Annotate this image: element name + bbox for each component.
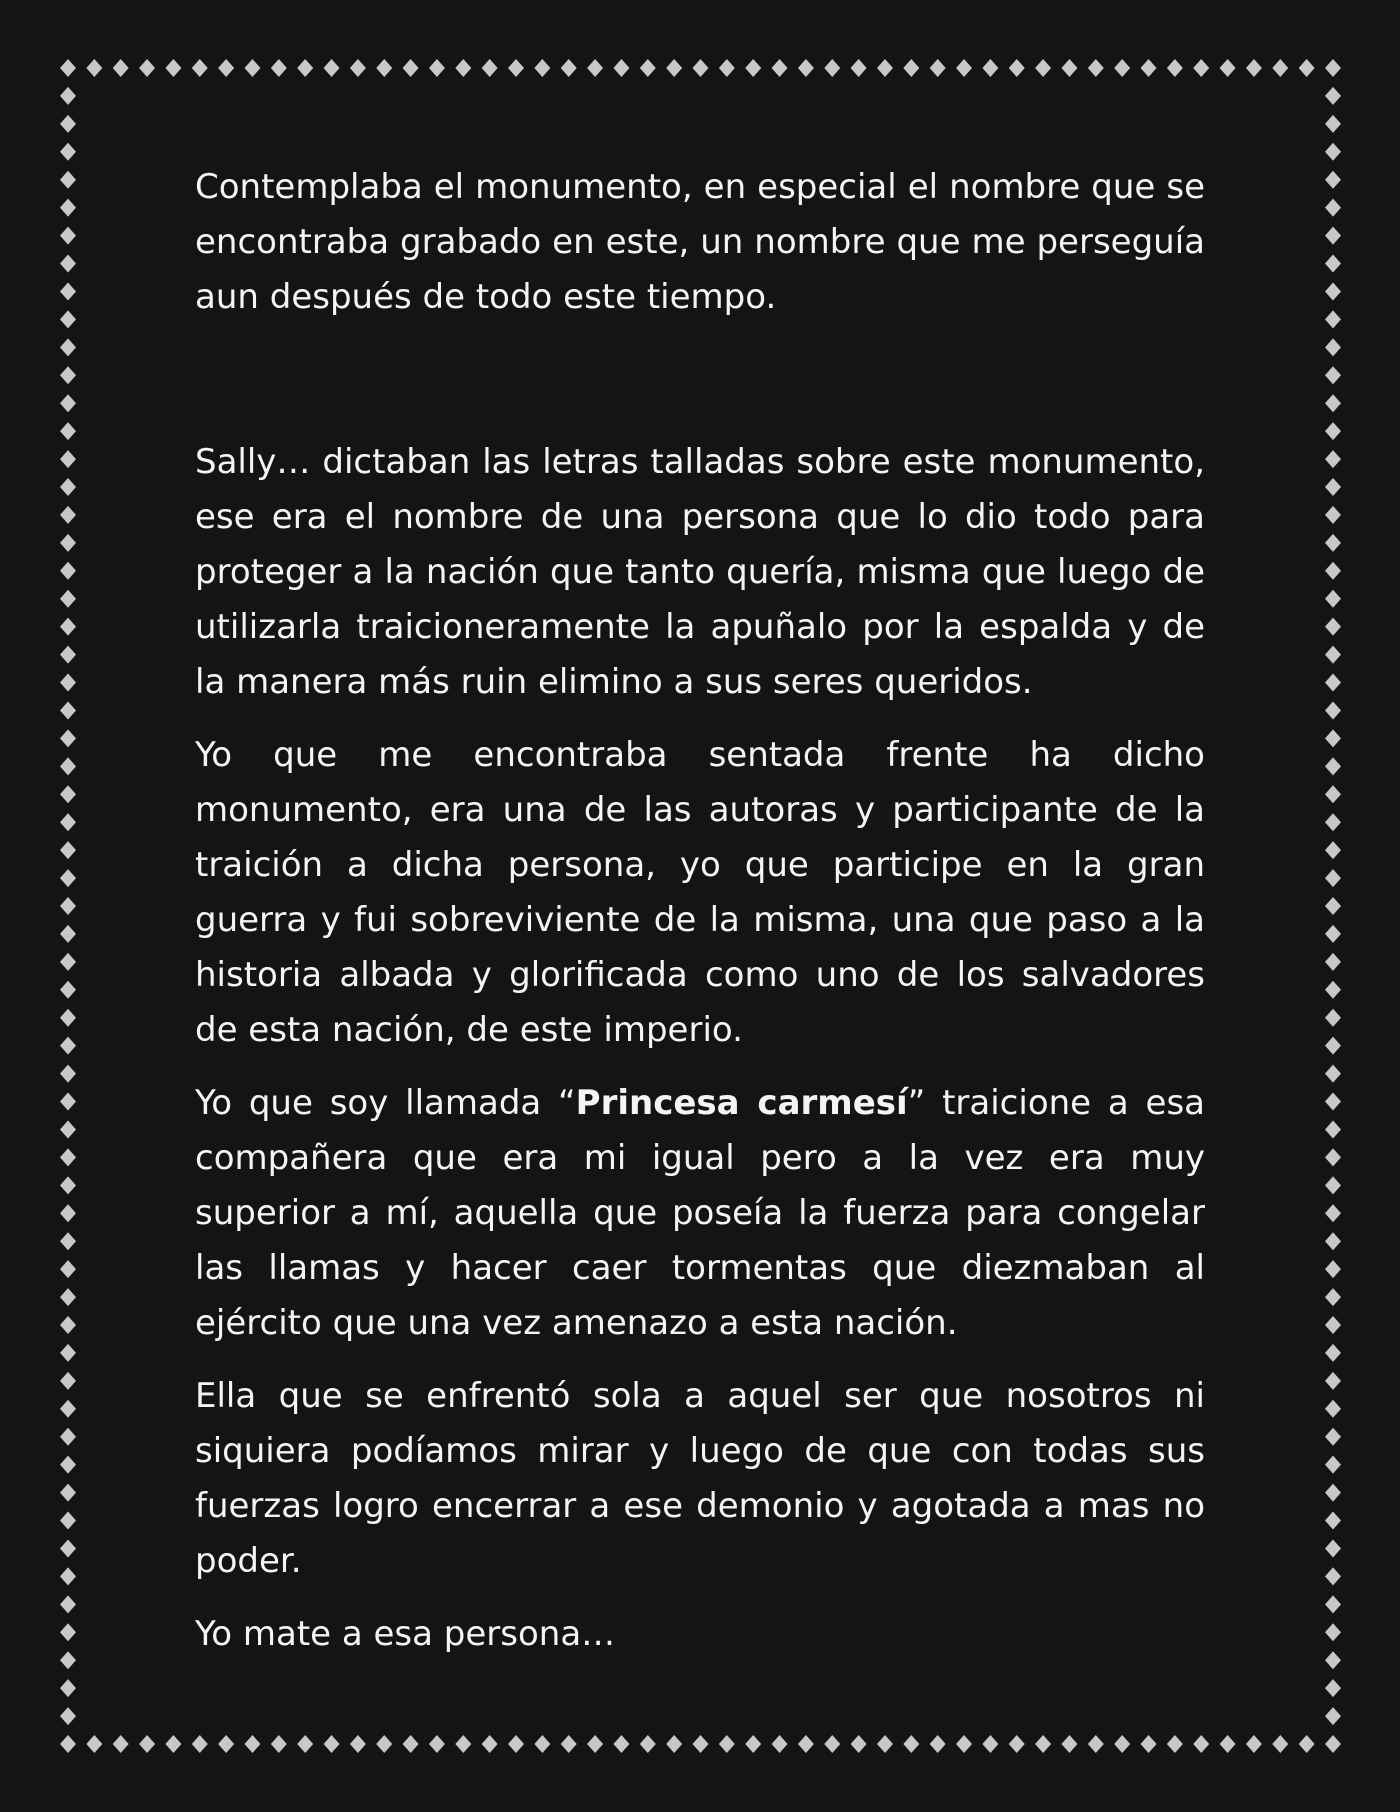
diamond-border-icon	[86, 59, 102, 77]
diamond-border-icon	[429, 59, 445, 77]
story-text	[195, 160, 1205, 1680]
diamond-border-icon	[60, 1400, 76, 1418]
diamond-border-icon	[719, 59, 735, 77]
diamond-border-icon	[218, 59, 234, 77]
diamond-border-icon	[1325, 1260, 1341, 1278]
diamond-border-icon	[1325, 199, 1341, 217]
diamond-border-icon	[376, 1735, 392, 1753]
diamond-border-icon	[1167, 59, 1183, 77]
diamond-border-icon	[60, 1484, 76, 1502]
diamond-border-icon	[1325, 1120, 1341, 1138]
diamond-border-icon	[60, 394, 76, 412]
diamond-border-icon	[60, 1120, 76, 1138]
diamond-border-icon	[60, 310, 76, 328]
diamond-border-icon	[86, 1735, 102, 1753]
paragraph-6: Yo mate a esa persona…	[195, 1614, 616, 1654]
diamond-border-icon	[1325, 338, 1341, 356]
diamond-border-icon	[60, 674, 76, 692]
diamond-border-icon	[1141, 59, 1157, 77]
diamond-border-icon	[60, 1093, 76, 1111]
diamond-border-icon	[60, 701, 76, 719]
diamond-border-icon	[60, 1260, 76, 1278]
diamond-border-icon	[613, 59, 629, 77]
diamond-border-icon	[1193, 59, 1209, 77]
diamond-border-icon	[60, 1567, 76, 1585]
diamond-border-icon	[640, 1735, 656, 1753]
diamond-border-icon	[60, 1735, 76, 1753]
paragraph-4-end: ” traicione a esa compañera que era mi igual pero a la vez era muy superior a mí, aquella que poseía la fuerza para congelar las llamas y hacer caer tormentas que diezmaban al ejército que una vez amenazo a esta nación.	[195, 1083, 1205, 1343]
diamond-border-icon	[930, 1735, 946, 1753]
diamond-border-icon	[1325, 1148, 1341, 1166]
diamond-border-icon	[60, 478, 76, 496]
diamond-border-icon	[1061, 59, 1077, 77]
diamond-border-icon	[1272, 59, 1288, 77]
diamond-border-icon	[165, 59, 181, 77]
diamond-border-icon	[60, 115, 76, 133]
diamond-border-icon	[1325, 1176, 1341, 1194]
crimson-princess-title: Princesa carmesí	[575, 1083, 908, 1123]
diamond-border-icon	[1272, 1735, 1288, 1753]
diamond-border-icon	[1167, 1735, 1183, 1753]
diamond-border-icon	[60, 646, 76, 664]
diamond-border-icon	[1035, 59, 1051, 77]
paragraph-5: Ella que se enfrentó sola a aquel ser que nosotros ni siquiera podíamos mirar y luego de que con todas sus fuerzas logro encerrar a ese demonio y agotada a mas no poder.	[195, 1376, 1205, 1581]
diamond-border-icon	[60, 1232, 76, 1250]
diamond-border-icon	[798, 1735, 814, 1753]
diamond-border-icon	[60, 729, 76, 747]
diamond-border-icon	[745, 1735, 761, 1753]
diamond-border-icon	[60, 227, 76, 245]
diamond-border-icon	[60, 1148, 76, 1166]
diamond-border-icon	[1325, 227, 1341, 245]
diamond-border-icon	[824, 1735, 840, 1753]
diamond-border-icon	[1325, 478, 1341, 496]
diamond-border-icon	[1325, 1009, 1341, 1027]
diamond-border-icon	[60, 1428, 76, 1446]
diamond-border-icon	[60, 171, 76, 189]
diamond-border-icon	[271, 1735, 287, 1753]
diamond-border-icon	[350, 59, 366, 77]
diamond-border-icon	[60, 1595, 76, 1613]
diamond-border-icon	[60, 1176, 76, 1194]
diamond-border-icon	[60, 1009, 76, 1027]
diamond-border-icon	[1325, 1595, 1341, 1613]
diamond-border-icon	[1325, 785, 1341, 803]
diamond-border-icon	[561, 59, 577, 77]
diamond-border-icon	[1325, 925, 1341, 943]
diamond-border-icon	[60, 925, 76, 943]
diamond-border-icon	[60, 1204, 76, 1222]
diamond-border-icon	[1114, 1735, 1130, 1753]
diamond-border-icon	[139, 59, 155, 77]
diamond-border-icon	[60, 1344, 76, 1362]
diamond-border-icon	[1325, 534, 1341, 552]
diamond-border-icon	[60, 1539, 76, 1557]
diamond-border-icon	[1325, 729, 1341, 747]
diamond-border-icon	[60, 618, 76, 636]
diamond-border-icon	[1325, 1400, 1341, 1418]
diamond-border-icon	[455, 59, 471, 77]
diamond-border-icon	[60, 1456, 76, 1474]
diamond-border-icon	[60, 1623, 76, 1641]
diamond-border-icon	[1325, 1065, 1341, 1083]
diamond-border-icon	[403, 1735, 419, 1753]
diamond-border-icon	[1325, 366, 1341, 384]
diamond-border-icon	[930, 59, 946, 77]
diamond-border-icon	[60, 534, 76, 552]
diamond-border-icon	[244, 1735, 260, 1753]
diamond-border-icon	[1325, 1037, 1341, 1055]
diamond-border-icon	[903, 1735, 919, 1753]
diamond-border-icon	[60, 1651, 76, 1669]
diamond-border-icon	[956, 1735, 972, 1753]
diamond-border-icon	[693, 59, 709, 77]
diamond-border-icon	[60, 59, 76, 77]
diamond-border-icon	[1325, 618, 1341, 636]
diamond-border-icon	[113, 59, 129, 77]
diamond-border-icon	[1325, 1707, 1341, 1725]
diamond-border-icon	[1009, 1735, 1025, 1753]
diamond-border-icon	[324, 59, 340, 77]
diamond-border-icon	[1325, 1372, 1341, 1390]
diamond-border-icon	[429, 1735, 445, 1753]
diamond-border-icon	[587, 1735, 603, 1753]
diamond-border-icon	[1325, 1456, 1341, 1474]
diamond-border-icon	[772, 59, 788, 77]
diamond-border-icon	[1325, 171, 1341, 189]
diamond-border-icon	[60, 1288, 76, 1306]
diamond-border-icon	[1325, 310, 1341, 328]
diamond-border-icon	[403, 59, 419, 77]
diamond-border-icon	[60, 1065, 76, 1083]
diamond-border-icon	[1141, 1735, 1157, 1753]
diamond-border-icon	[60, 143, 76, 161]
diamond-border-icon	[1325, 981, 1341, 999]
diamond-border-icon	[1325, 674, 1341, 692]
diamond-border-icon	[60, 282, 76, 300]
diamond-border-icon	[1325, 1623, 1341, 1641]
diamond-border-icon	[851, 59, 867, 77]
diamond-border-icon	[1061, 1735, 1077, 1753]
diamond-border-icon	[218, 1735, 234, 1753]
diamond-border-icon	[1325, 646, 1341, 664]
diamond-border-icon	[60, 338, 76, 356]
diamond-border-icon	[666, 59, 682, 77]
diamond-border-icon	[1220, 59, 1236, 77]
diamond-border-icon	[482, 59, 498, 77]
diamond-border-icon	[1299, 59, 1315, 77]
diamond-border-icon	[1325, 282, 1341, 300]
diamond-border-icon	[60, 199, 76, 217]
diamond-border-icon	[851, 1735, 867, 1753]
diamond-border-icon	[271, 59, 287, 77]
diamond-border-icon	[1325, 1428, 1341, 1446]
diamond-border-icon	[1325, 115, 1341, 133]
diamond-border-icon	[508, 59, 524, 77]
diamond-border-icon	[165, 1735, 181, 1753]
diamond-border-icon	[60, 450, 76, 468]
diamond-border-icon	[1325, 422, 1341, 440]
diamond-border-icon	[1325, 1651, 1341, 1669]
diamond-border-icon	[877, 59, 893, 77]
diamond-border-icon	[1325, 869, 1341, 887]
diamond-border-icon	[192, 1735, 208, 1753]
diamond-border-icon	[613, 1735, 629, 1753]
diamond-border-icon	[1009, 59, 1025, 77]
diamond-border-icon	[1325, 1567, 1341, 1585]
diamond-border-icon	[60, 841, 76, 859]
diamond-border-icon	[1325, 1316, 1341, 1334]
diamond-border-icon	[982, 1735, 998, 1753]
diamond-border-icon	[60, 255, 76, 273]
diamond-border-icon	[60, 1679, 76, 1697]
diamond-border-icon	[60, 422, 76, 440]
diamond-border-icon	[1114, 59, 1130, 77]
diamond-border-icon	[1325, 1539, 1341, 1557]
diamond-border-icon	[113, 1735, 129, 1753]
diamond-border-icon	[666, 1735, 682, 1753]
diamond-border-icon	[60, 1037, 76, 1055]
paragraph-4	[195, 1076, 1205, 1351]
diamond-border-icon	[1325, 841, 1341, 859]
diamond-border-icon	[824, 59, 840, 77]
diamond-border-icon	[534, 59, 550, 77]
diamond-border-icon	[1325, 450, 1341, 468]
diamond-border-icon	[877, 1735, 893, 1753]
diamond-border-icon	[1246, 59, 1262, 77]
diamond-border-icon	[693, 1735, 709, 1753]
diamond-border-icon	[956, 59, 972, 77]
diamond-border-icon	[587, 59, 603, 77]
diamond-border-icon	[455, 1735, 471, 1753]
diamond-border-icon	[139, 1735, 155, 1753]
diamond-border-icon	[60, 590, 76, 608]
diamond-border-icon	[1035, 1735, 1051, 1753]
diamond-border-icon	[1325, 562, 1341, 580]
diamond-border-icon	[1325, 1484, 1341, 1502]
diamond-border-icon	[903, 59, 919, 77]
diamond-border-icon	[350, 1735, 366, 1753]
diamond-border-icon	[772, 1735, 788, 1753]
diamond-border-icon	[60, 897, 76, 915]
diamond-border-icon	[60, 813, 76, 831]
diamond-border-icon	[1325, 255, 1341, 273]
diamond-border-icon	[1325, 1288, 1341, 1306]
diamond-border-icon	[640, 59, 656, 77]
diamond-border-icon	[60, 1707, 76, 1725]
diamond-border-icon	[60, 506, 76, 524]
diamond-border-icon	[798, 59, 814, 77]
diamond-border-icon	[508, 1735, 524, 1753]
diamond-border-icon	[1325, 590, 1341, 608]
diamond-border-icon	[192, 59, 208, 77]
paragraph-1: Contemplaba el monumento, en especial el nombre que se encontraba grabado en este, un nombre que me perseguía aun después de todo este tiempo.	[195, 167, 1205, 317]
diamond-border-icon	[1088, 59, 1104, 77]
diamond-border-icon	[1299, 1735, 1315, 1753]
diamond-border-icon	[60, 785, 76, 803]
diamond-border-icon	[1325, 701, 1341, 719]
diamond-border-icon	[1325, 813, 1341, 831]
diamond-border-icon	[1246, 1735, 1262, 1753]
diamond-border-icon	[719, 1735, 735, 1753]
diamond-border-icon	[1325, 394, 1341, 412]
diamond-border-icon	[1325, 143, 1341, 161]
diamond-border-icon	[1088, 1735, 1104, 1753]
diamond-border-icon	[561, 1735, 577, 1753]
diamond-border-icon	[1325, 1735, 1341, 1753]
diamond-border-icon	[1193, 1735, 1209, 1753]
diamond-border-icon	[60, 953, 76, 971]
paragraph-2: Sally… dictaban las letras talladas sobre este monumento, ese era el nombre de una persona que lo dio todo para proteger a la nación que tanto quería, misma que luego de utilizarla traicioneramente la apuñalo por la espalda y de la manera más ruin elimino a sus seres queridos.	[195, 442, 1205, 702]
diamond-border-icon	[60, 87, 76, 105]
diamond-border-icon	[60, 1372, 76, 1390]
diamond-border-icon	[60, 366, 76, 384]
diamond-border-icon	[297, 59, 313, 77]
diamond-border-icon	[60, 869, 76, 887]
diamond-border-icon	[1325, 897, 1341, 915]
diamond-border-icon	[297, 1735, 313, 1753]
diamond-border-icon	[1325, 59, 1341, 77]
diamond-border-icon	[1325, 1204, 1341, 1222]
diamond-border-icon	[1325, 1344, 1341, 1362]
diamond-border-icon	[745, 59, 761, 77]
diamond-border-icon	[1325, 1232, 1341, 1250]
diamond-border-icon	[60, 1512, 76, 1530]
diamond-border-icon	[60, 981, 76, 999]
diamond-border-icon	[1325, 757, 1341, 775]
diamond-border-icon	[1325, 1512, 1341, 1530]
diamond-border-icon	[1325, 1679, 1341, 1697]
paragraph-4-start: Yo que soy llamada “	[195, 1083, 576, 1123]
diamond-border-icon	[982, 59, 998, 77]
diamond-border-icon	[1325, 953, 1341, 971]
diamond-border-icon	[1325, 87, 1341, 105]
paragraph-3: Yo que me encontraba sentada frente ha dicho monumento, era una de las autoras y participante de la traición a dicha persona, yo que participe en la gran guerra y fui sobreviviente de la misma, una que paso a la historia albada y glorificada como uno de los salvadores de esta nación, de este imperio.	[195, 735, 1205, 1050]
diamond-border-icon	[60, 1316, 76, 1334]
diamond-border-icon	[376, 59, 392, 77]
diamond-border-icon	[1325, 1093, 1341, 1111]
diamond-border-icon	[1325, 506, 1341, 524]
diamond-border-icon	[534, 1735, 550, 1753]
diamond-border-icon	[60, 562, 76, 580]
diamond-border-icon	[1220, 1735, 1236, 1753]
diamond-border-icon	[244, 59, 260, 77]
diamond-border-icon	[324, 1735, 340, 1753]
diamond-border-icon	[482, 1735, 498, 1753]
diamond-border-icon	[60, 757, 76, 775]
